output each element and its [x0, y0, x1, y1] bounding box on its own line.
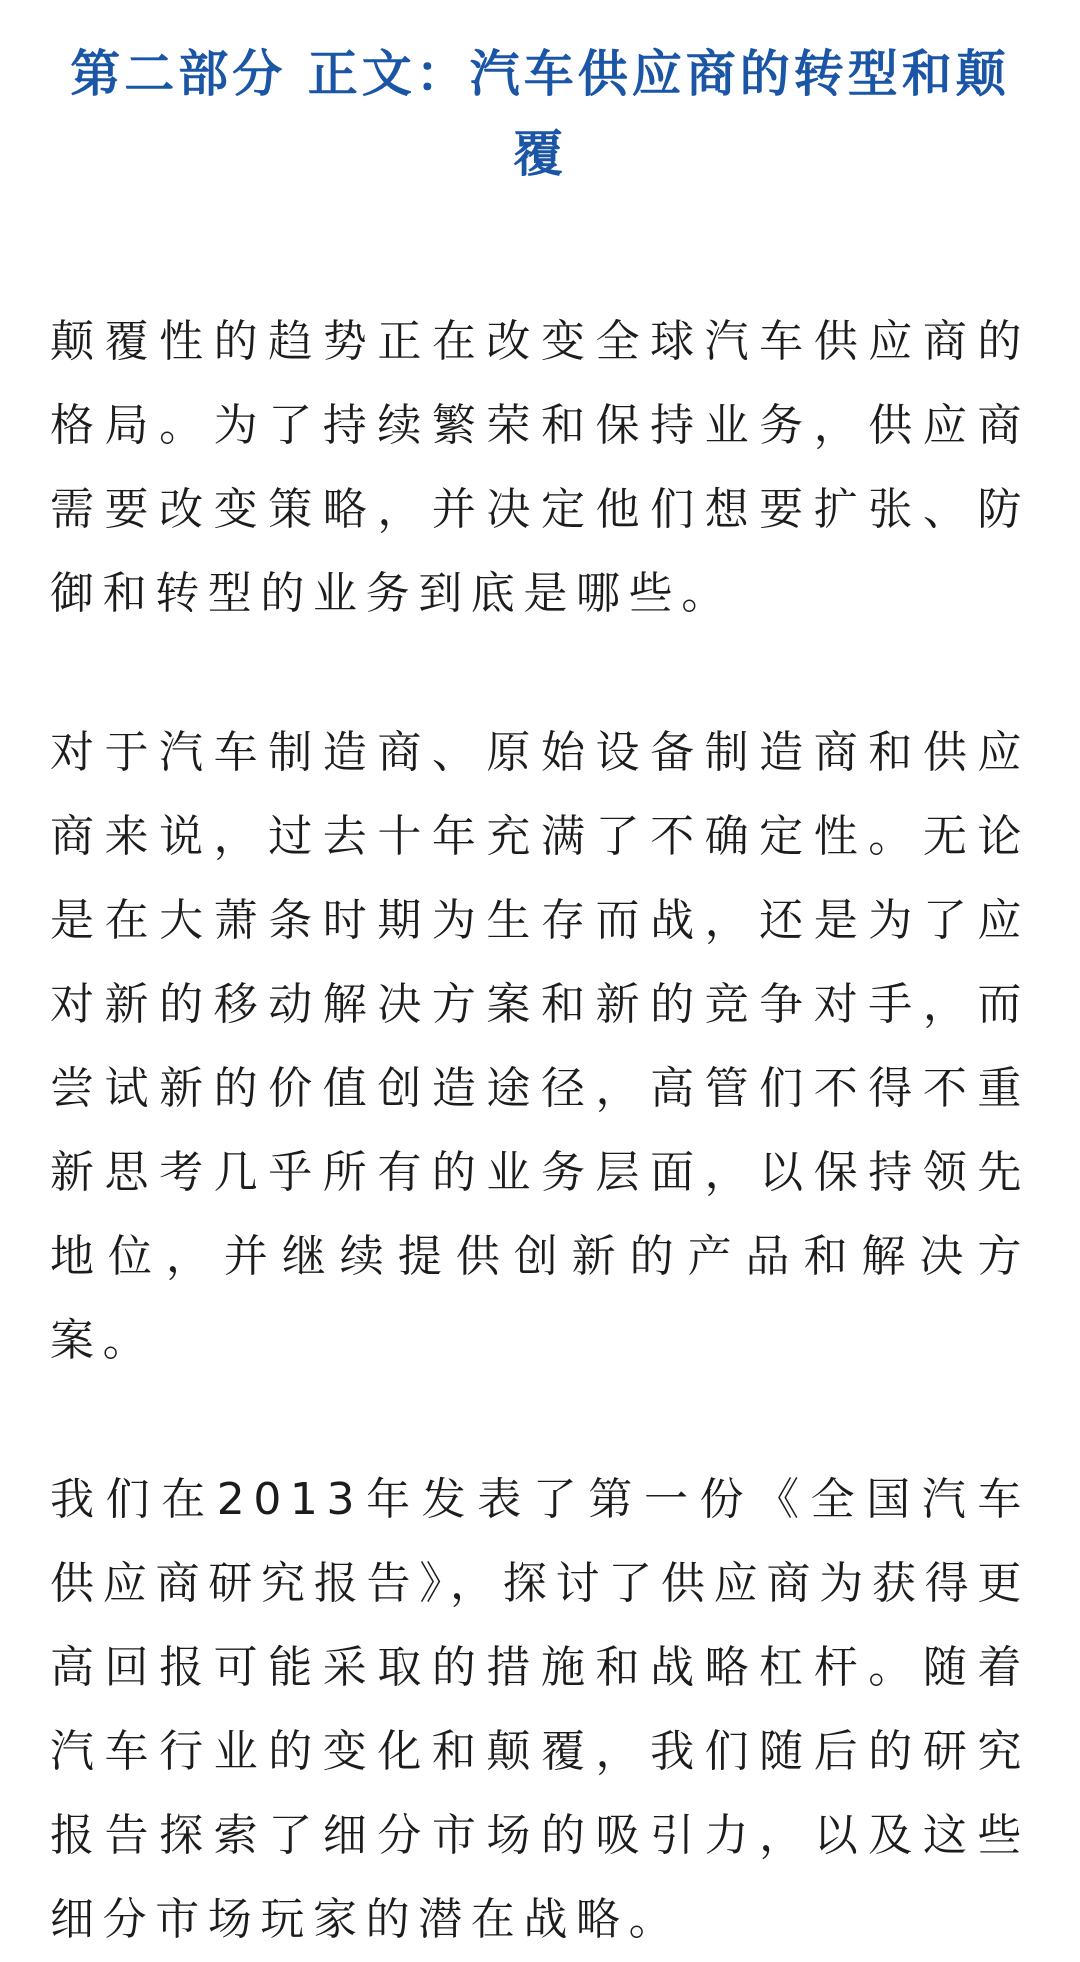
paragraph-2013-report: 我们在2013年发表了第一份《全国汽车供应商研究报告》，探讨了供应商为获得更高回报可能采取的措施和战略杠杆。随着汽车行业的变化和颠覆，我们随后的研究报告探索了细分市场的吸引力，以及这些细分市场玩家的潜在战略。: [50, 1474, 1030, 1945]
paragraph-disruption-trends: 颠覆性的趋势正在改变全球汽车供应商的格局。为了持续繁荣和保持业务，供应商需要改变策略，并决定他们想要扩张、防御和转型的业务到底是哪些。: [50, 316, 1030, 619]
section-title: 第二部分 正文：汽车供应商的转型和颠覆: [70, 45, 1010, 183]
paragraph-decade-uncertainty: 对于汽车制造商、原始设备制造商和供应商来说，过去十年充满了不确定性。无论是在大萧条时期为生存而战，还是为了应对新的移动解决方案和新的竞争对手，而尝试新的价值创造途径，高管们不得不重新思考几乎所有的业务层面，以保持领先地位，并继续提供创新的产品和解决方案。: [50, 727, 1030, 1366]
